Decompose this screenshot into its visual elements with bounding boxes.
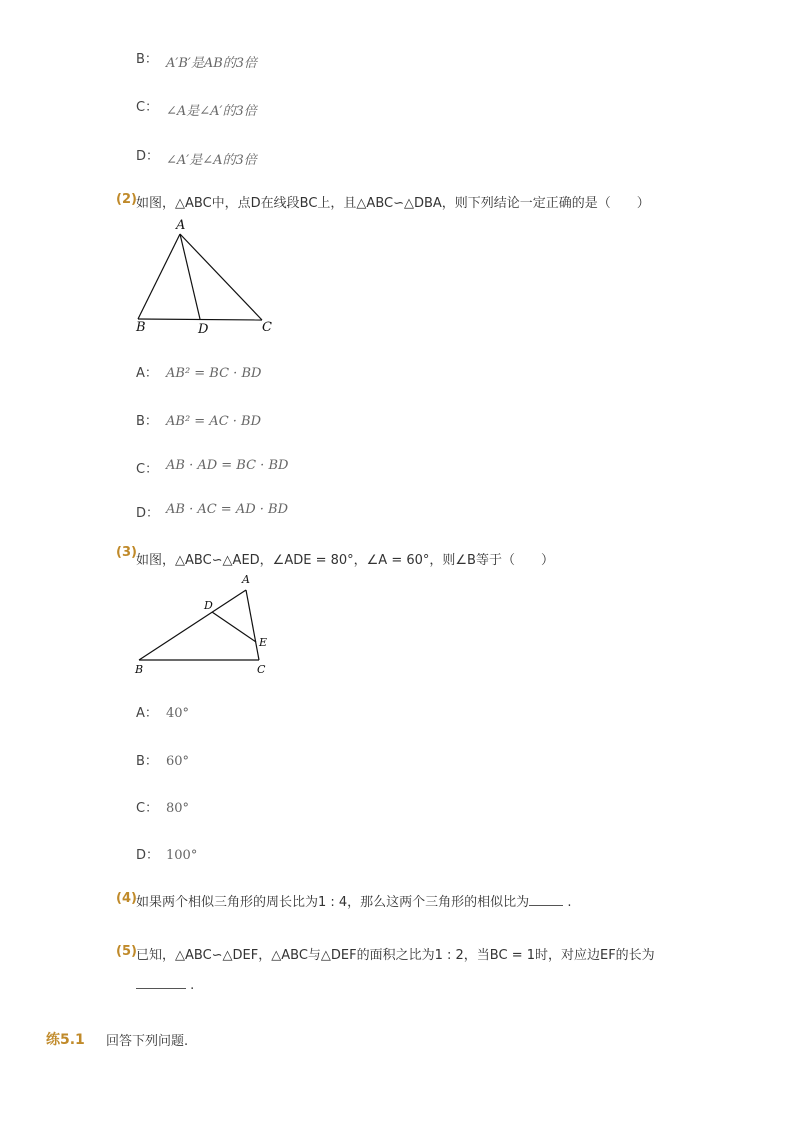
q3-option-b-text[interactable]: 60°: [166, 754, 190, 769]
q4-tail: .: [567, 895, 572, 910]
q1-option-c-label: C：: [136, 100, 159, 115]
q3-label-c: C: [257, 663, 266, 676]
q1-option-c-text[interactable]: ∠A是∠A′的3倍: [166, 104, 257, 119]
q2-option-d-label: D：: [136, 506, 160, 521]
q3-text: 如图，△ABC∽△AED，∠ADE = 80°，∠A = 60°，则∠B等于（ ）: [136, 553, 554, 568]
q1-option-d-text[interactable]: ∠A′是∠A的3倍: [166, 153, 257, 168]
q3-option-d-label: D：: [136, 848, 160, 863]
q2-option-d-text[interactable]: AB · AC = AD · BD: [166, 502, 289, 517]
q3-label-a: A: [242, 573, 250, 586]
q2-option-c-label: C：: [136, 462, 159, 477]
q3-option-b-label: B：: [136, 754, 158, 769]
q3-option-c-label: C：: [136, 801, 159, 816]
q1-option-b-label: B：: [136, 52, 158, 67]
q2-option-a-text[interactable]: AB² = BC · BD: [166, 366, 262, 381]
q2-label-a: A: [176, 218, 186, 233]
q3-option-a-text[interactable]: 40°: [166, 706, 190, 721]
q3-label-d: D: [204, 599, 213, 612]
q2-option-b-label: B：: [136, 414, 158, 429]
q3-label-e: E: [259, 636, 268, 649]
q2-label-b: B: [136, 320, 146, 335]
q1-option-b-text[interactable]: A′B′是AB的3倍: [166, 56, 258, 71]
q3-number: (3): [116, 545, 137, 560]
q4-text: 如果两个相似三角形的周长比为1 : 4，那么这两个三角形的相似比为: [136, 895, 530, 910]
q5-tail: .: [190, 978, 195, 993]
q2-option-b-text[interactable]: AB² = AC · BD: [166, 414, 262, 429]
q4-line: [136, 891, 571, 910]
q2-option-a-label: A：: [136, 366, 158, 381]
q2-label-d: D: [198, 322, 209, 337]
q3-option-d-text[interactable]: 100°: [166, 848, 198, 863]
q5-number: (5): [116, 944, 137, 959]
q1-option-d-label: D：: [136, 149, 160, 164]
q3-option-a-label: A：: [136, 706, 158, 721]
q2-text: 如图，△ABC中，点D在线段BC上，且△ABC∽△DBA，则下列结论一定正确的是（ ）: [136, 196, 650, 211]
q4-number: (4): [116, 891, 137, 906]
exercise-tag: 练5.1: [46, 1032, 85, 1048]
q2-option-c-text[interactable]: AB · AD = BC · BD: [166, 458, 289, 473]
q2-number: (2): [116, 192, 137, 207]
q5-text: 已知，△ABC∽△DEF，△ABC与△DEF的面积之比为1 : 2，当BC = 1时，对应边EF的长为: [136, 948, 655, 963]
exercise-text: 回答下列问题.: [106, 1034, 189, 1049]
q5-answer-line: [136, 978, 194, 993]
q3-option-c-text[interactable]: 80°: [166, 801, 190, 816]
q2-label-c: C: [262, 320, 272, 335]
q5-answer-blank[interactable]: [136, 978, 186, 989]
q4-answer-blank[interactable]: [529, 895, 563, 906]
q3-triangle-figure: [130, 568, 280, 680]
q3-label-b: B: [135, 663, 144, 676]
q2-triangle-figure: [130, 214, 290, 339]
